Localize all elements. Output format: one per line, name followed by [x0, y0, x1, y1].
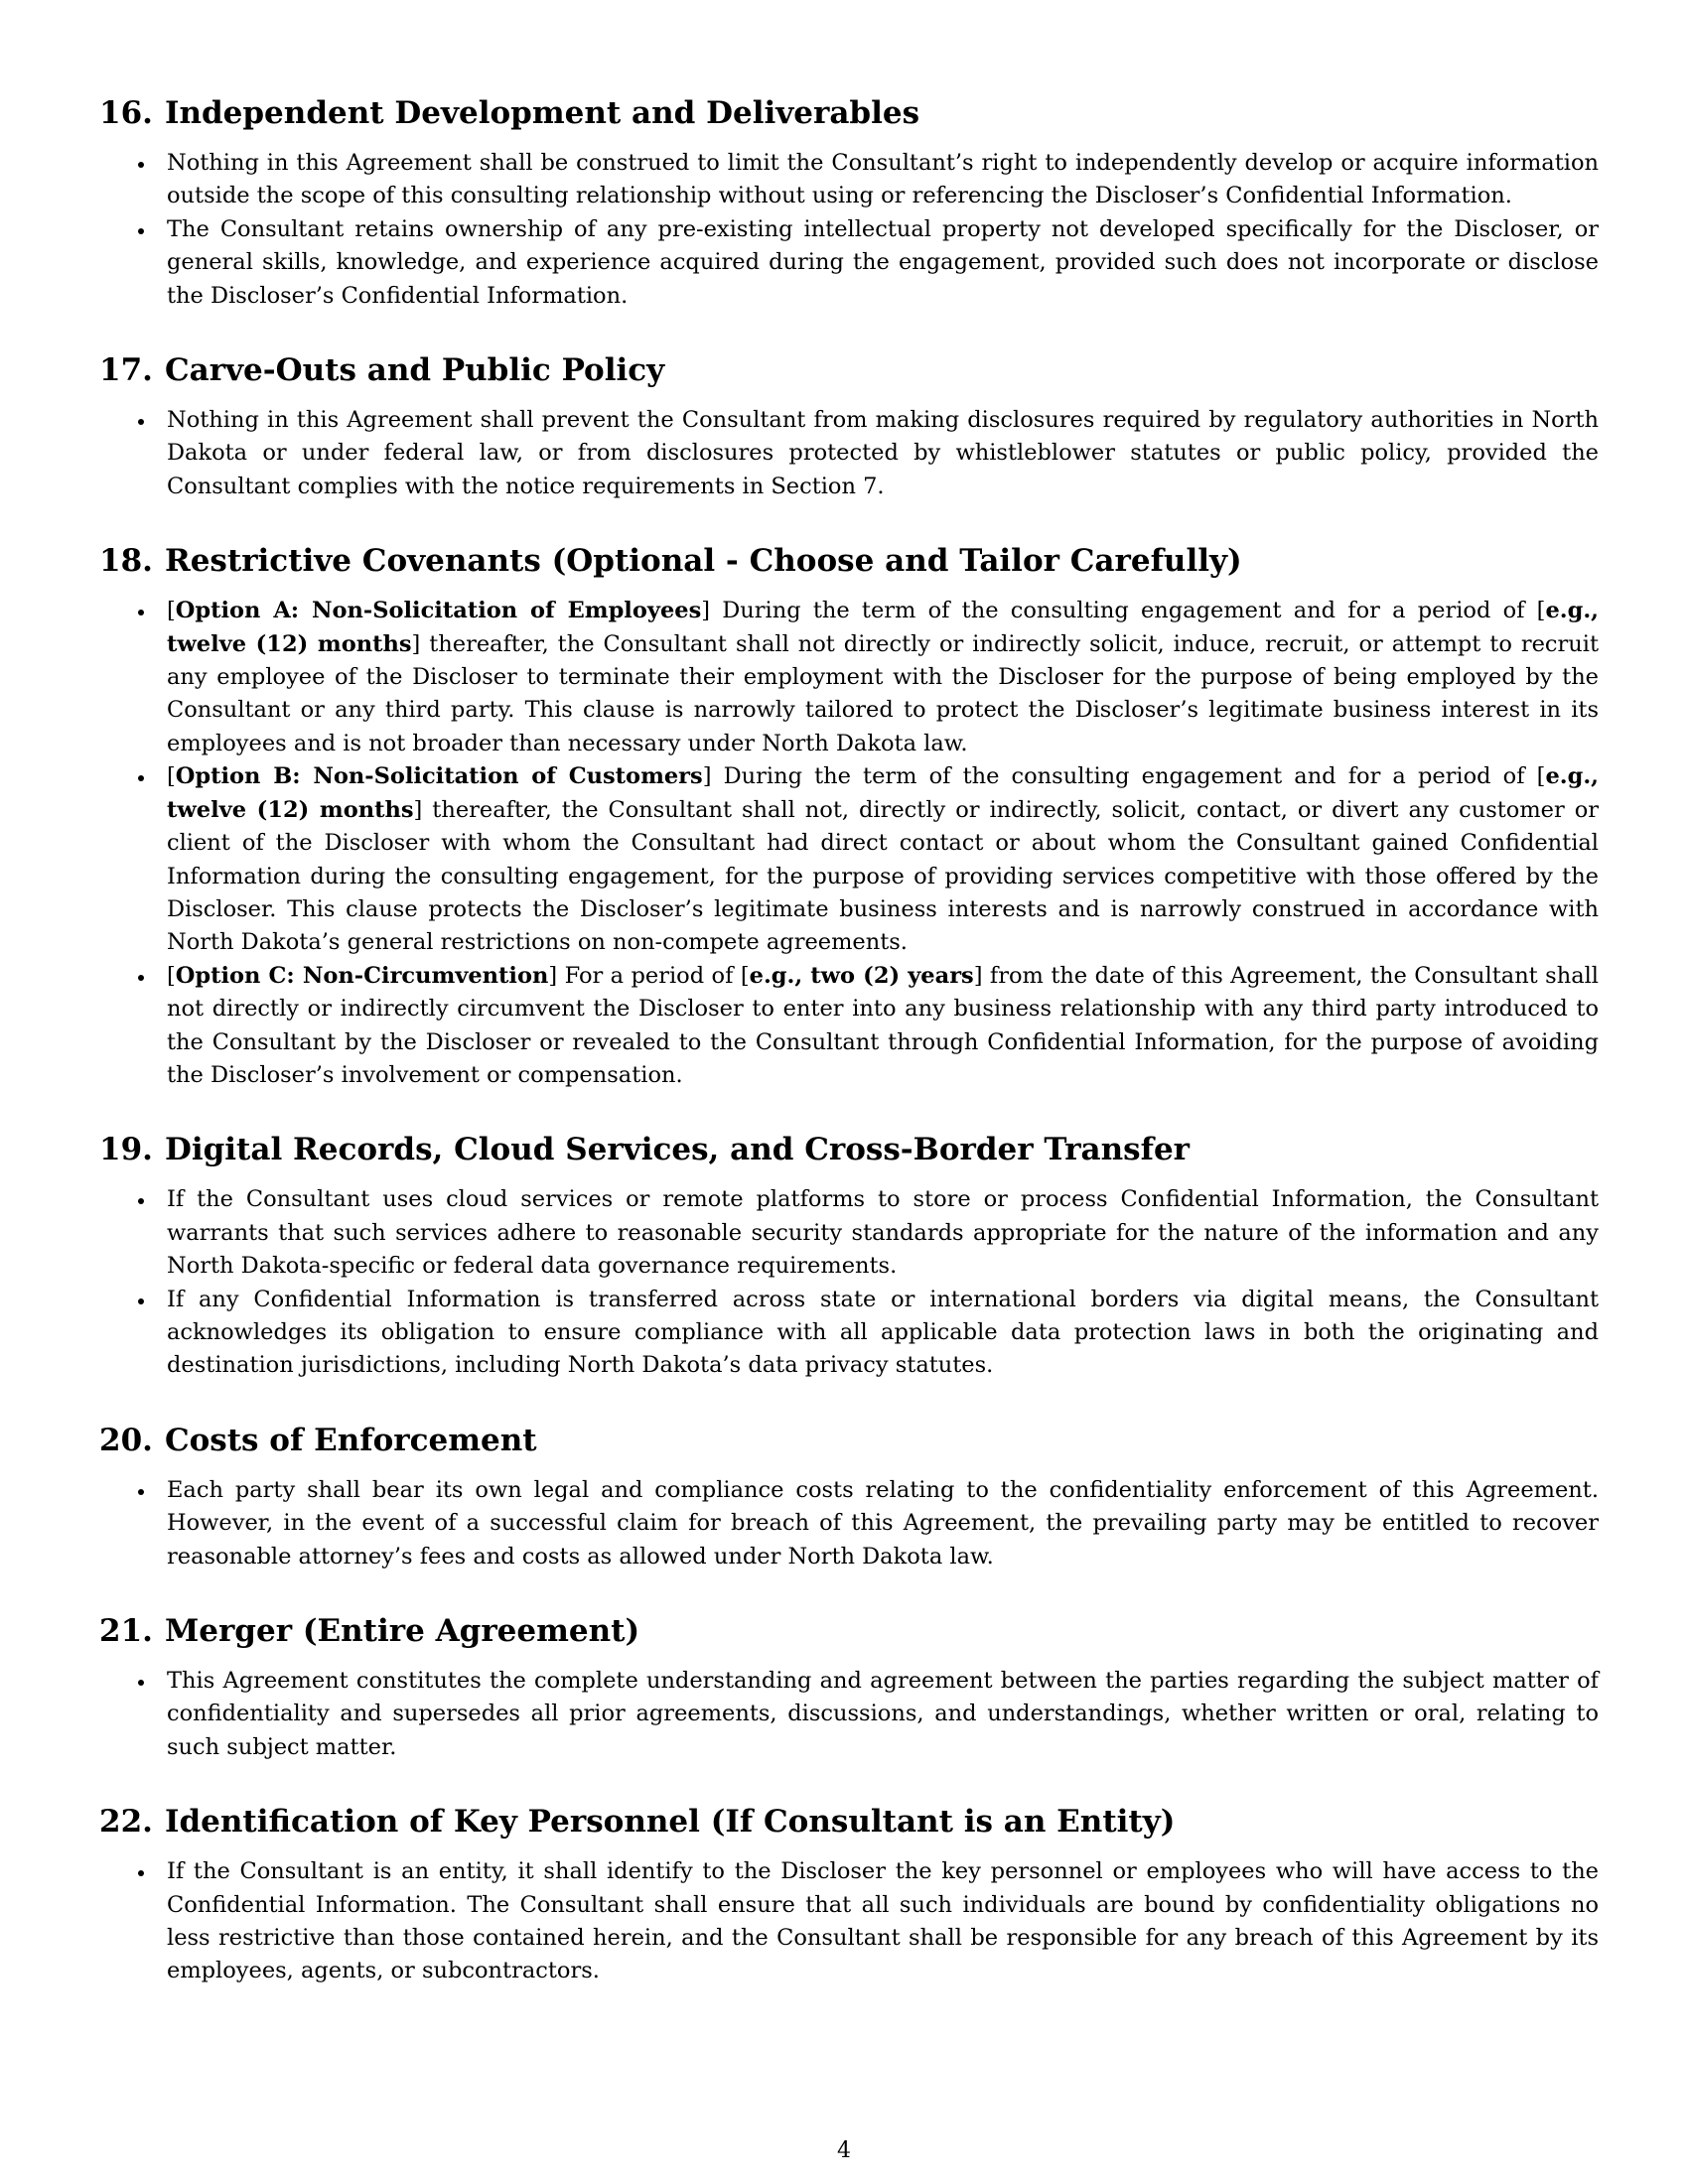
option-text: thereafter, the Consultant shall not, directly or indirectly, solicit, contact, or divert any customer or client of the Discloser with whom the Consultant had direct contact or about whom the Consultant gained Confidential Information during the consulting engagement, for the purpose of providing services competitive with those offered by the Discloser. This clause protects the Discloser’s legitimate business interests and is narrowly construed in accordance with North Dakota’s general restrictions on non-compete agreements.	[167, 796, 1600, 956]
section-number: 21.	[99, 1613, 153, 1649]
section-16	[99, 91, 1599, 313]
section-heading	[99, 91, 1599, 135]
bracket: ]	[411, 630, 421, 657]
option-label: Option A: Non-Solicitation of Employees	[175, 598, 702, 624]
bullet-list	[99, 1183, 1599, 1382]
option-text: During the term of the consulting engagement and for a period of	[711, 763, 1537, 790]
section-number: 22.	[99, 1804, 153, 1841]
bracket: ]	[548, 962, 558, 989]
option-label: Option B: Non-Solicitation of Customers	[175, 763, 703, 790]
section-title: Costs of Enforcement	[164, 1422, 537, 1458]
option-text: For a period of	[557, 962, 741, 989]
option-text: thereafter, the Consultant shall not directly or indirectly solicit, induce, recruit, or attempt to recruit any employee of the Discloser to terminate their employment with the Discloser for the purpose of being employed by the Consultant or any third party. This clause is narrowly tailored to protect the Discloser’s legitimate business interest in its employees and is not broader than necessary under North Dakota law.	[167, 630, 1599, 756]
option-b-item	[167, 760, 1599, 959]
list-item: Nothing in this Agreement shall be construed to limit the Consultant’s right to independently develop or acquire information outside the scope of this consulting relationship without using or referencing the Discloser’s Confidential Information.	[167, 147, 1599, 213]
bracket: [	[167, 763, 176, 790]
document-page	[99, 91, 1599, 2024]
section-heading	[99, 539, 1599, 583]
bullet-list	[99, 595, 1599, 1092]
section-title: Independent Development and Deliverables	[164, 95, 920, 131]
section-number: 18.	[99, 543, 153, 580]
section-17	[99, 348, 1599, 503]
section-21	[99, 1609, 1599, 1764]
bullet-list	[99, 1665, 1599, 1764]
option-c-item	[167, 960, 1599, 1093]
bracket: ]	[701, 598, 711, 624]
section-heading	[99, 1609, 1599, 1653]
option-text: from the date of this Agreement, the Consultant shall not directly or indirectly circumvent the Discloser to enter into any business relationship with any third party introduced to the Consultant by the Discloser or revealed to the Consultant through Confidential Information, for the purpose of avoiding the Discloser’s involvement or compensation.	[167, 962, 1599, 1088]
option-label: Option C: Non-Circumvention	[175, 962, 549, 989]
list-item: If the Consultant uses cloud services or remote platforms to store or process Confidential Information, the Consultant warrants that such services adhere to reasonable security standards appropriate for the nature of the information and any North Dakota-specific or federal data governance requirements.	[167, 1183, 1599, 1283]
bullet-list	[99, 147, 1599, 313]
option-a-item	[167, 595, 1599, 760]
bracket: [	[167, 962, 176, 989]
section-title: Identification of Key Personnel (If Consultant is an Entity)	[164, 1804, 1176, 1841]
bracket: [	[1536, 598, 1546, 624]
bracket: [	[740, 962, 750, 989]
list-item: Nothing in this Agreement shall prevent the Consultant from making disclosures required by regulatory authorities in North Dakota or under federal law, or from disclosures protected by whistleblower statutes or public policy, provided the Consultant complies with the notice requirements in Section 7.	[167, 404, 1599, 503]
bracket: ]	[702, 763, 712, 790]
option-text: During the term of the consulting engagement and for a period of	[710, 598, 1537, 624]
option-term: e.g., twelve (12) months	[167, 598, 1600, 657]
list-item: If the Consultant is an entity, it shall identify to the Discloser the key personnel or employees who will have access to the Confidential Information. The Consultant shall ensure that all such individuals are bound by confidentiality obligations no less restrictive than those contained herein, and the Consultant shall be responsible for any breach of this Agreement by its employees, agents, or subcontractors.	[167, 1855, 1599, 1988]
section-number: 20.	[99, 1422, 153, 1458]
list-item: This Agreement constitutes the complete understanding and agreement between the parties regarding the subject matter of confidentiality and supersedes all prior agreements, discussions, and understandings, whether written or oral, relating to such subject matter.	[167, 1665, 1599, 1764]
bracket: ]	[973, 962, 983, 989]
page-number: 4	[837, 2138, 851, 2163]
section-heading	[99, 1419, 1599, 1462]
section-heading	[99, 348, 1599, 392]
section-number: 19.	[99, 1132, 153, 1168]
section-20	[99, 1419, 1599, 1573]
section-number: 17.	[99, 352, 153, 389]
section-title: Merger (Entire Agreement)	[164, 1613, 640, 1649]
section-heading	[99, 1128, 1599, 1171]
bracket: ]	[413, 796, 423, 823]
section-22	[99, 1800, 1599, 1988]
section-title: Restrictive Covenants (Optional - Choose and Tailor Carefully)	[164, 543, 1242, 580]
option-term: e.g., two (2) years	[749, 962, 974, 989]
bullet-list	[99, 1474, 1599, 1573]
list-item: The Consultant retains ownership of any pre-existing intellectual property not developed specifically for the Discloser, or general skills, knowledge, and experience acquired during the engagement, provided such does not incorporate or disclose the Discloser’s Confidential Information.	[167, 213, 1599, 313]
section-19	[99, 1128, 1599, 1382]
option-term: e.g., twelve (12) months	[167, 763, 1600, 823]
section-title: Digital Records, Cloud Services, and Cross-Border Transfer	[164, 1132, 1191, 1168]
section-18	[99, 539, 1599, 1092]
section-heading	[99, 1800, 1599, 1843]
list-item: If any Confidential Information is transferred across state or international borders via digital means, the Consultant acknowledges its obligation to ensure compliance with all applicable data protection laws in both the originating and destination jurisdictions, including North Dakota’s data privacy statutes.	[167, 1284, 1599, 1383]
bracket: [	[167, 598, 176, 624]
section-title: Carve-Outs and Public Policy	[164, 352, 665, 389]
bracket: [	[1536, 763, 1546, 790]
bullet-list	[99, 1855, 1599, 1988]
list-item: Each party shall bear its own legal and compliance costs relating to the confidentiality enforcement of this Agreement. However, in the event of a successful claim for breach of this Agreement, the prevailing party may be entitled to recover reasonable attorney’s fees and costs as allowed under North Dakota law.	[167, 1474, 1599, 1573]
bullet-list	[99, 404, 1599, 503]
section-number: 16.	[99, 95, 153, 131]
